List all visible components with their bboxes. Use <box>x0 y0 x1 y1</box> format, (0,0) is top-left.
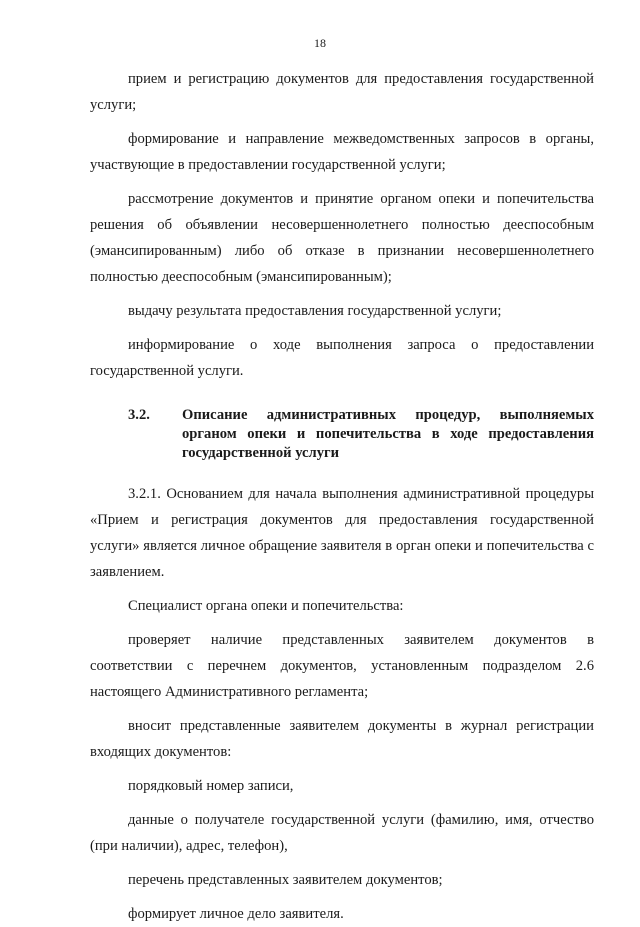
section-number: 3.2. <box>128 407 150 423</box>
section-title: Описание административных процедур, выполняемых органом опеки и попечительства в ходе предоставления государственной услуги <box>182 407 594 461</box>
paragraph: рассмотрение документов и принятие органом опеки и попечительства решения об объявлении несовершеннолетнего полностью дееспособным (эмансипированным) либо об отказе в признании несовершеннолетнего полностью дееспособным (эмансипированным); <box>90 191 594 285</box>
paragraph: 3.2.1. Основанием для начала выполнения административной процедуры «Прием и регистрация документов для предоставления государственной услуги» является личное обращение заявителя в орган опеки и попечительства с заявлением. <box>90 486 594 580</box>
paragraph: данные о получателе государственной услуги (фамилию, имя, отчество (при наличии), адрес, телефон), <box>90 812 594 854</box>
paragraph: порядковый номер записи, <box>128 778 294 794</box>
paragraph: прием и регистрацию документов для предоставления государственной услуги; <box>90 71 594 113</box>
paragraph: формирует личное дело заявителя. <box>128 906 344 922</box>
paragraph: формирование и направление межведомственных запросов в органы, участвующие в предоставлении государственной услуги; <box>90 131 594 173</box>
paragraph: проверяет наличие представленных заявителем документов в соответствии с перечнем документов, установленным подразделом 2.6 настоящего Административного регламента; <box>90 632 594 700</box>
paragraph: информирование о ходе выполнения запроса о предоставлении государственной услуги. <box>90 337 594 379</box>
paragraph: Специалист органа опеки и попечительства: <box>128 598 404 614</box>
paragraph: вносит представленные заявителем документы в журнал регистрации входящих документов: <box>90 718 594 760</box>
paragraph: перечень представленных заявителем документов; <box>128 872 443 888</box>
paragraph: выдачу результата предоставления государственной услуги; <box>128 303 502 319</box>
page-number: 18 <box>314 36 326 50</box>
document-body <box>90 66 594 927</box>
section-heading <box>90 406 594 463</box>
